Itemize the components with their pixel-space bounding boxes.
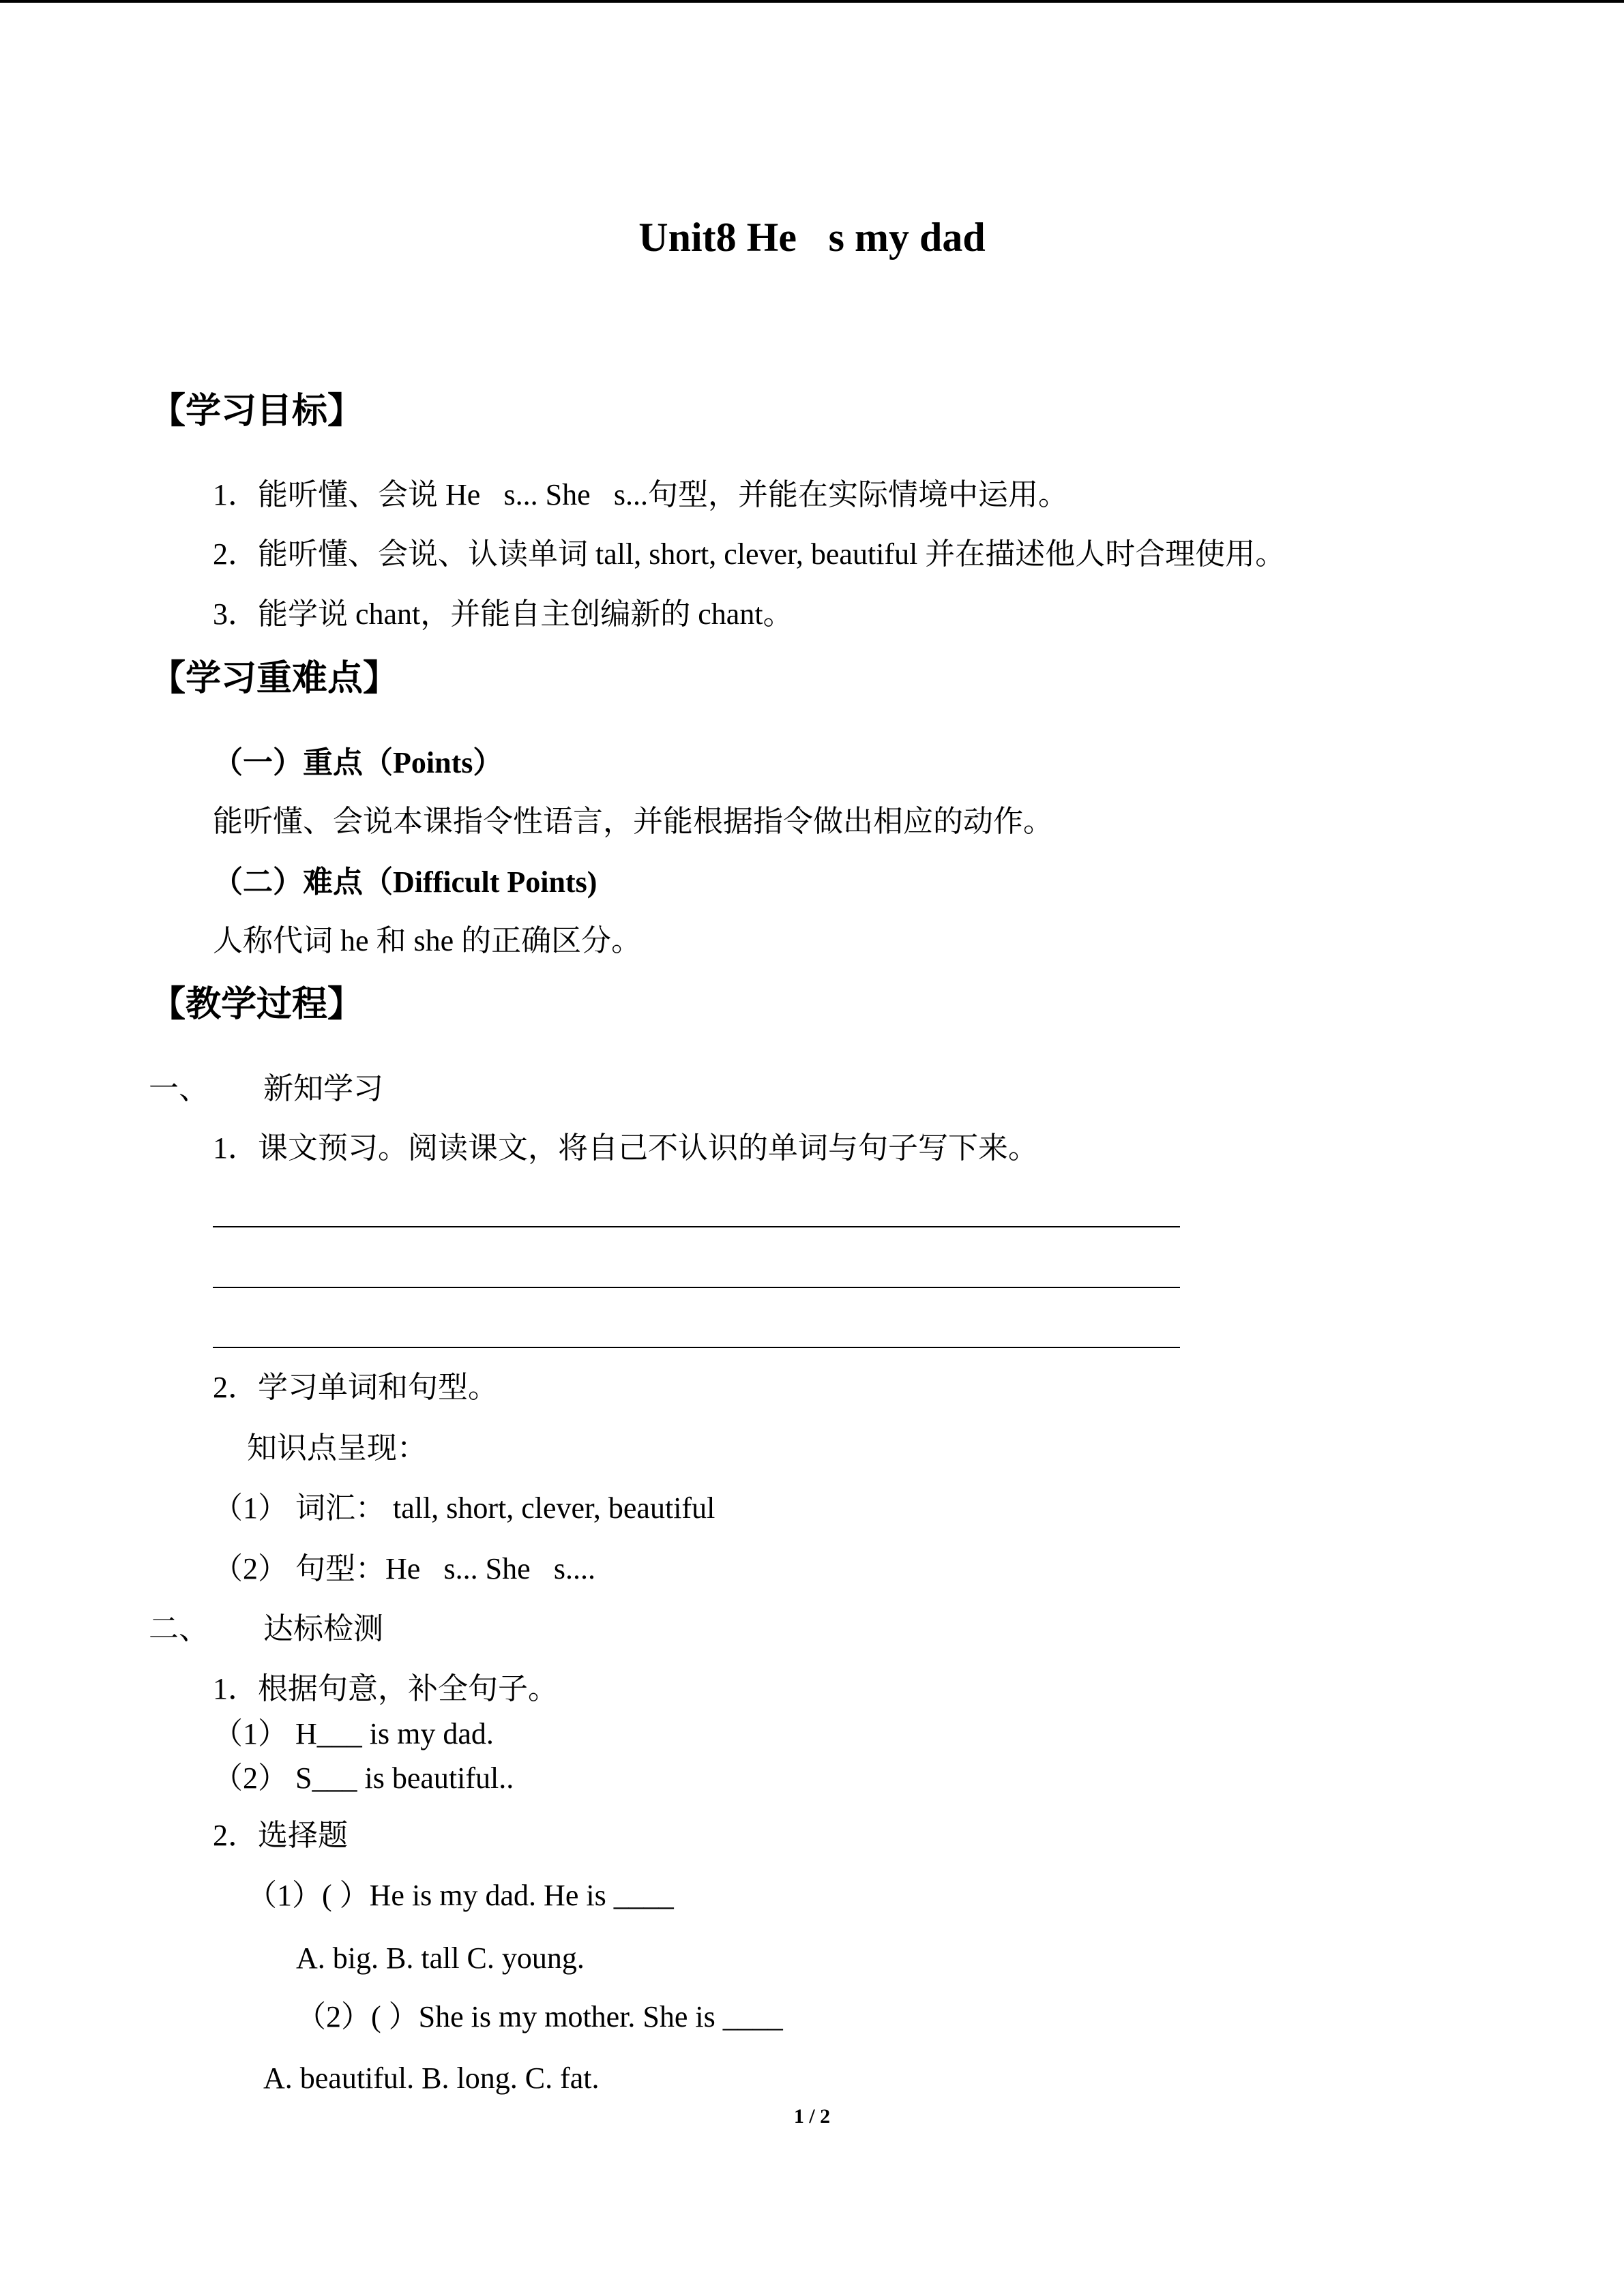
part1-number: 一、 — [149, 1072, 209, 1105]
writing-line-2 — [213, 1287, 1180, 1288]
objective-item-3: 3．能学说 chant，并能自主创编新的 chant。 — [213, 597, 793, 631]
part2-item-1: 1．根据句意，补全句子。 — [213, 1672, 558, 1705]
fill-blank-2: （2） S___ is beautiful.. — [213, 1761, 514, 1795]
choice-question-1-options: A. big. B. tall C. young. — [296, 1941, 585, 1975]
writing-line-3 — [213, 1347, 1180, 1348]
part2-item-2: 2．选择题 — [213, 1819, 348, 1852]
part1-title: 新知学习 — [263, 1072, 383, 1105]
document-title: Unit8 He s my dad — [638, 215, 986, 260]
pattern-line: （2） 句型：He s... She s.... — [213, 1552, 595, 1585]
page-number: 1 / 2 — [793, 2105, 831, 2128]
choice-question-2-options: A. beautiful. B. long. C. fat. — [263, 2061, 600, 2095]
key-point-text: 能听懂、会说本课指令性语言，并能根据指令做出相应的动作。 — [213, 805, 1053, 838]
objectives-heading: 【学习目标】 — [150, 392, 364, 431]
key-points-heading: 【学习重难点】 — [150, 659, 399, 698]
page-top-border — [0, 0, 1624, 3]
part1-item-2: 2．学习单词和句型。 — [213, 1371, 498, 1404]
choice-question-1: （1）( ）He is my dad. He is ____ — [247, 1879, 674, 1912]
choice-question-2: （2）( ）She is my mother. She is ____ — [296, 2000, 783, 2033]
key-point-label: （一）重点（Points） — [213, 746, 503, 779]
vocab-line: （1） 词汇： tall, short, clever, beautiful — [213, 1491, 715, 1525]
part2-number: 二、 — [149, 1612, 209, 1645]
knowledge-label: 知识点呈现： — [247, 1431, 427, 1465]
difficult-point-label: （二）难点（Difficult Points) — [213, 865, 597, 899]
fill-blank-1: （1） H___ is my dad. — [213, 1717, 494, 1750]
part1-item-1: 1．课文预习。阅读课文，将自己不认识的单词与句子写下来。 — [213, 1131, 1038, 1165]
objective-item-2: 2．能听懂、会说、认读单词 tall, short, clever, beautiful 并在描述他人时合理使用。 — [213, 537, 1286, 571]
process-heading: 【教学过程】 — [150, 985, 364, 1024]
objective-item-1: 1．能听懂、会说 He s... She s...句型，并能在实际情境中运用。 — [213, 478, 1068, 511]
writing-line-1 — [213, 1226, 1180, 1227]
difficult-point-text: 人称代词 he 和 she 的正确区分。 — [213, 924, 642, 957]
part2-title: 达标检测 — [263, 1612, 383, 1645]
